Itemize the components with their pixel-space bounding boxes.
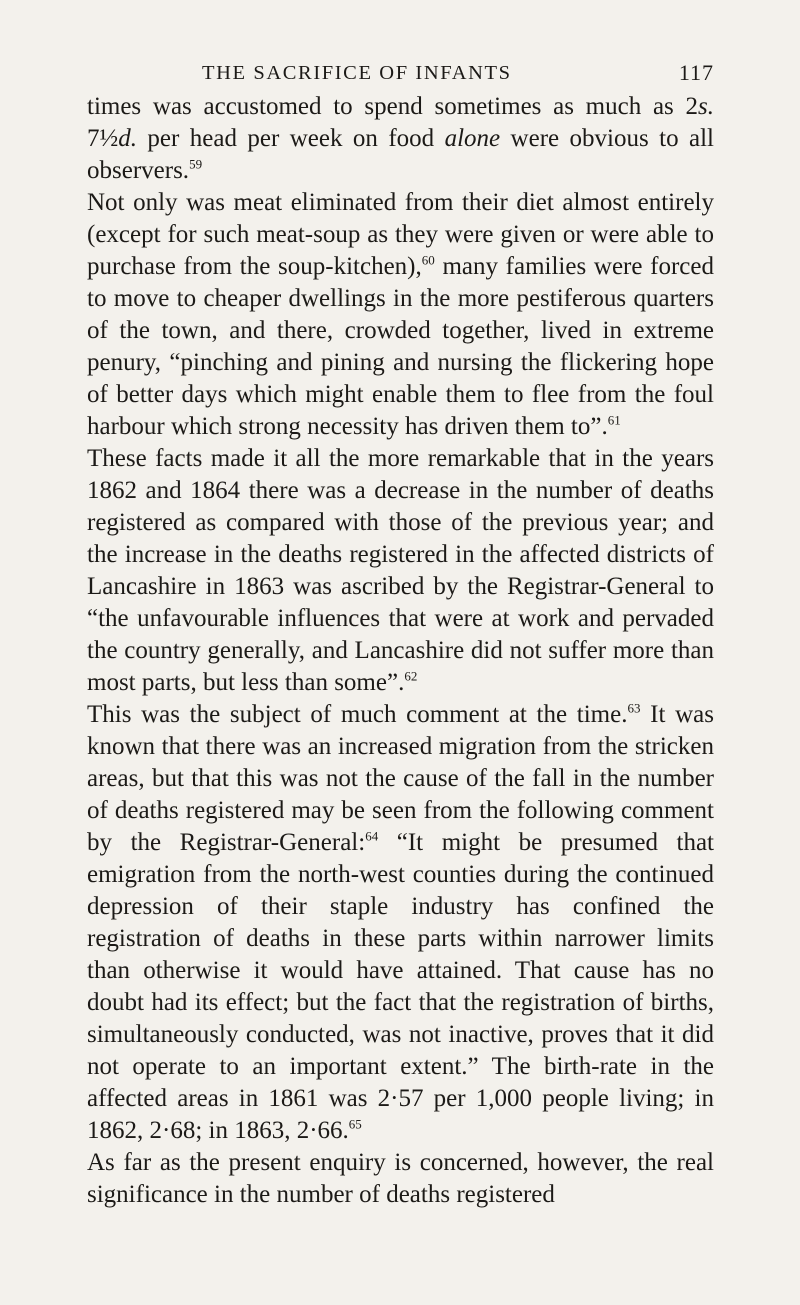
text-run: times was accustomed to spend sometimes as much as 2 <box>87 93 699 120</box>
text-run: “It might be presumed that emigration from the north-west counties during the continued depression of their staple industry has confined the registration of deaths in these parts within narrower limits than otherwise it would have attained. That cause has no doubt had its effect; but the fact that the registration of births, simultaneously conducted, was not inactive, proves that it did not operate to an important extent.” The birth-rate in the affected areas in 1861 was 2·57 per 1,000 people living; in 1862, 2·68; in 1863, 2·66. <box>87 829 714 1144</box>
emphasis-alone: alone <box>444 125 501 152</box>
page-number: 117 <box>678 60 714 85</box>
paragraph-1 <box>87 91 714 187</box>
text-run: many families were forced to move to cheaper dwellings in the more pestiferous quarters of the town, and there, crowded together, lived in extreme penury, “pinching and pining and nursing the flickering hope of better days which might enable them to flee from the foul harbour which strong necessity has driven them to”. <box>87 253 714 440</box>
text-run: per head per week on food <box>137 125 445 152</box>
running-head <box>202 58 714 88</box>
paragraph-4 <box>87 699 714 1147</box>
text-run: This was the subject of much comment at the time. <box>87 701 628 728</box>
paragraph-5 <box>87 1147 714 1211</box>
text-run: were obvious to all observers. <box>87 125 714 184</box>
text-run: As far as the present enquiry is concerned, however, the real significance in the number of deaths registered <box>87 1149 714 1208</box>
text-run: 7½ <box>87 125 119 152</box>
text-run: Not only was meat eliminated from their diet almost entirely (except for such meat-soup as they were given or were able to purchase from the soup-kitchen), <box>87 189 714 280</box>
footnote-ref-59: 59 <box>189 156 203 172</box>
footnote-ref-60: 60 <box>421 252 435 268</box>
footnote-ref-64: 64 <box>365 828 379 844</box>
shillings-abbreviation: s. <box>698 93 714 120</box>
running-title: THE SACRIFICE OF INFANTS <box>202 62 512 84</box>
footnote-ref-63: 63 <box>627 700 641 716</box>
footnote-ref-62: 62 <box>404 668 418 684</box>
footnote-ref-65: 65 <box>348 1116 362 1132</box>
paragraph-3 <box>87 443 714 699</box>
paragraph-2 <box>87 187 714 443</box>
footnote-ref-61: 61 <box>607 412 621 428</box>
body-text <box>87 91 714 1211</box>
text-run: These facts made it all the more remarkable that in the years 1862 and 1864 there was a decrease in the number of deaths registered as compared with those of the previous year; and the increase in the deaths registered in the affected districts of Lancashire in 1863 was ascribed by the Registrar-General to “the unfavourable influences that were at work and pervaded the country generally, and Lancashire did not suffer more than most parts, but less than some”. <box>87 445 714 696</box>
pence-abbreviation: d. <box>118 125 137 152</box>
text-run: It was known that there was an increased migration from the stricken areas, but that this was not the cause of the fall in the number of deaths registered may be seen from the following comment by the Registrar-General: <box>87 701 714 856</box>
